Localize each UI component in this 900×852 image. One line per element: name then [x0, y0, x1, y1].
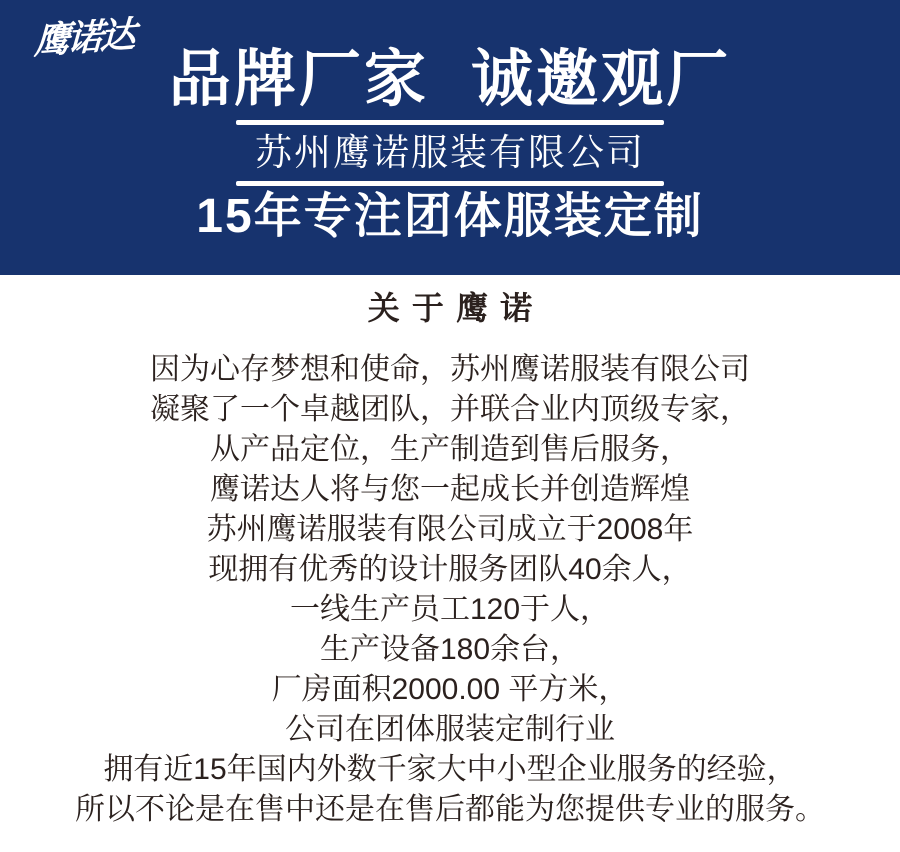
about-line: 因为心存梦想和使命，苏州鹰诺服装有限公司	[150, 353, 750, 386]
about-line: 公司在团体服装定制行业	[285, 713, 615, 746]
about-line: 拥有近15年国内外数千家大中小型企业服务的经验，	[103, 753, 797, 786]
about-line: 凝聚了一个卓越团队，并联合业内顶级专家，	[150, 393, 750, 426]
about-line: 一线生产员工120于人，	[289, 593, 611, 626]
brand-logo: 鹰诺达	[33, 13, 134, 62]
about-line: 厂房面积2000.00 平方米，	[271, 673, 629, 706]
about-heading: 关于鹰诺	[367, 290, 545, 326]
about-section	[0, 290, 900, 830]
about-line: 鹰诺达人将与您一起成长并创造辉煌	[210, 473, 690, 506]
slogan: 15年专注团体服装定制	[196, 190, 704, 243]
banner	[0, 0, 900, 275]
about-line: 生产设备180余台，	[319, 633, 581, 666]
about-paragraph	[0, 350, 900, 830]
about-line: 所以不论是在售中还是在售后都能为您提供专业的服务。	[75, 793, 825, 826]
main-title: 品牌厂家 诚邀观厂	[168, 45, 732, 114]
about-line: 现拥有优秀的设计服务团队40余人，	[208, 553, 692, 586]
company-name: 苏州鹰诺服装有限公司	[255, 132, 645, 173]
about-line: 苏州鹰诺服装有限公司成立于2008年	[206, 513, 694, 546]
about-line: 从产品定位，生产制造到售后服务，	[210, 433, 690, 466]
